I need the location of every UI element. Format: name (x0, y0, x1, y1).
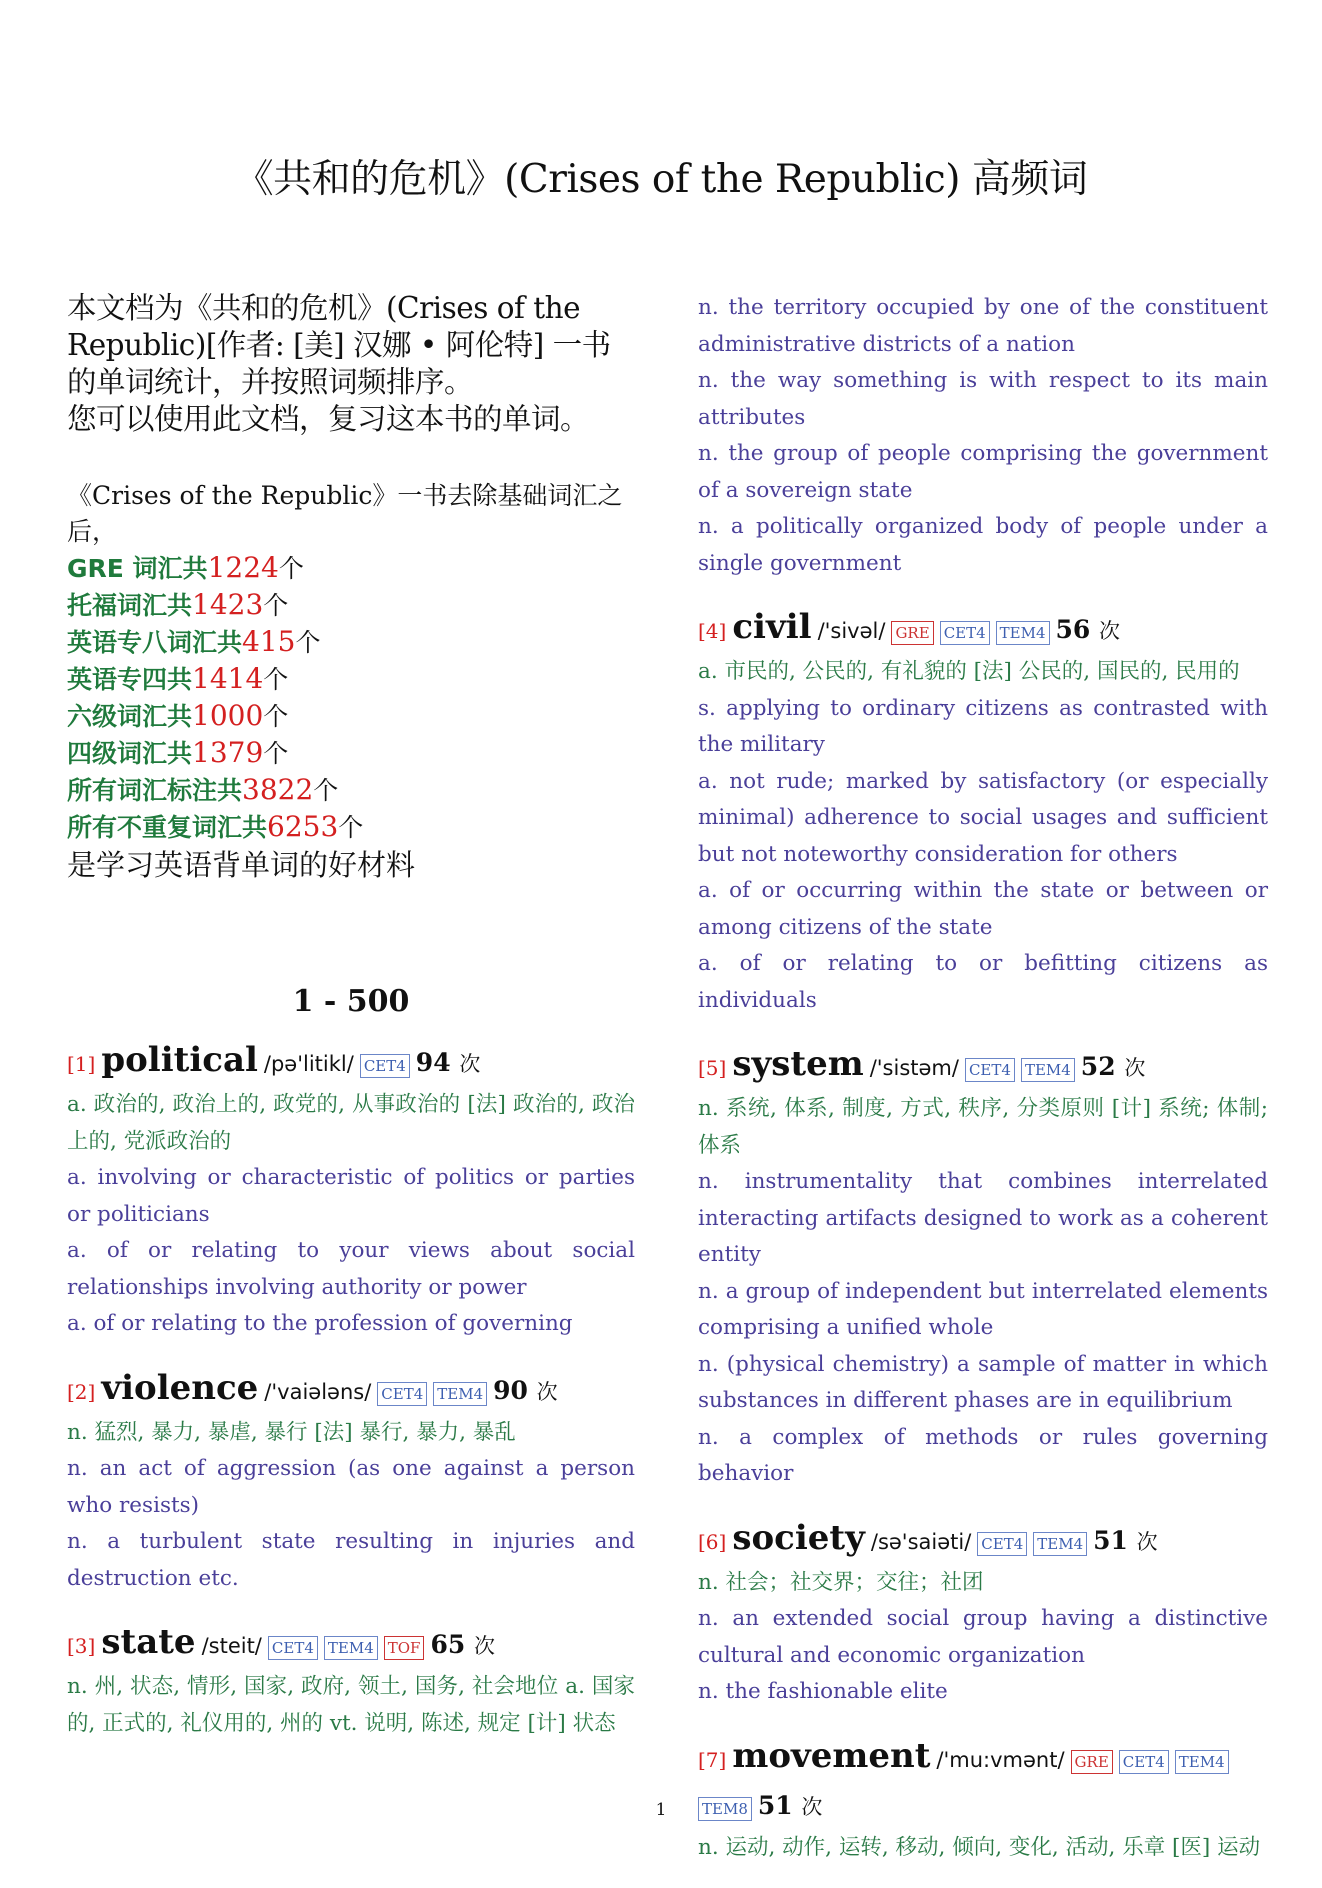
entry-index: [6] (698, 1529, 727, 1554)
stat-label: 英语专四共 (67, 665, 193, 694)
definition: a. of or relating to the profession of governing (67, 1311, 573, 1336)
level-badge: GRE (891, 621, 933, 645)
word-entry (67, 1365, 635, 1598)
definition: a. involving or characteristic of politics or parties or politicians (67, 1165, 635, 1227)
word-entry (698, 1515, 1268, 1711)
stats-list (67, 550, 635, 846)
stat-label: 英语专八词汇共 (67, 628, 243, 657)
page-title: 《共和的危机》(Crises of the Republic) 高频词 (234, 157, 1088, 202)
definition: n. a politically organized body of people under a single government (698, 514, 1268, 576)
entry-frequency (1081, 1044, 1146, 1091)
level-badge: CET4 (977, 1532, 1027, 1556)
frequency-number: 51 (1093, 1525, 1128, 1555)
entry-phonetic: /'sivəl/ (817, 619, 886, 643)
stat-number: 1414 (192, 662, 264, 695)
stat-unit: 个 (295, 628, 321, 657)
right-column (698, 290, 1268, 1888)
frequency-unit: 次 (1124, 1056, 1146, 1080)
stat-unit: 个 (263, 739, 289, 768)
level-badge: TOF (384, 1636, 425, 1660)
frequency-number: 90 (493, 1375, 528, 1405)
definition: a. not rude; marked by satisfactory (or especially minimal) adherence to social usages and sufficient but not noteworthy consideration for others (698, 768, 1268, 867)
level-badge: TEM4 (324, 1636, 378, 1660)
definition: n. the territory occupied by one of the constituent administrative districts of a nation (698, 295, 1268, 357)
stat-label: 所有不重复词汇共 (67, 813, 268, 842)
stat-unit: 个 (338, 813, 364, 842)
entry-word: state (101, 1622, 196, 1662)
entry-word: political (101, 1040, 258, 1080)
definition: n. the way something is with respect to its main attributes (698, 368, 1268, 430)
entry-head (67, 1365, 635, 1415)
stat-number: 6253 (267, 810, 339, 843)
entry-index: [7] (698, 1747, 727, 1772)
level-badge: TEM4 (1033, 1532, 1087, 1556)
range-heading: 1 - 500 (292, 984, 410, 1019)
entry-phonetic: /'sistəm/ (869, 1056, 959, 1080)
entry-head (67, 1619, 635, 1669)
definition: n. 社会；社交界；交往；社团 (698, 1569, 984, 1595)
entry-head (698, 1515, 1268, 1565)
stat-unit: 个 (313, 776, 339, 805)
word-entry (698, 1041, 1268, 1493)
definition: n. 猛烈, 暴力, 暴虐, 暴行 [法] 暴行, 暴力, 暴乱 (67, 1419, 516, 1445)
entry-word: movement (732, 1735, 931, 1776)
entry-index: [4] (698, 619, 727, 643)
entry-phonetic: /'mu:vmənt/ (936, 1747, 1065, 1772)
level-badge: CET4 (360, 1054, 410, 1078)
word-entry (67, 1037, 635, 1343)
entry-head (67, 1037, 635, 1087)
frequency-number: 65 (430, 1630, 466, 1659)
level-badge: CET4 (940, 621, 990, 645)
entry-word: system (732, 1044, 864, 1084)
definition: n. 系统, 体系, 制度, 方式, 秩序, 分类原则 [计] 系统; 体制; 体系 (698, 1096, 1268, 1158)
intro-text: 本文档为《共和的危机》(Crises of the Republic)[作者: [美] 汉娜 • 阿伦特] 一书的单词统计，并按照词频排序。 (67, 291, 611, 399)
definition: a. 市民的, 公民的, 有礼貌的 [法] 公民的, 国民的, 民用的 (698, 659, 1240, 684)
stat-number: 1423 (192, 588, 264, 621)
level-badge: TEM4 (1175, 1750, 1229, 1774)
definition: s. applying to ordinary citizens as contrasted with the military (698, 695, 1268, 757)
stat-row (67, 661, 635, 698)
definition: a. of or relating to your views about social relationships involving authority or power (67, 1238, 635, 1300)
entry-phonetic: /steit/ (201, 1634, 262, 1658)
stat-row (67, 698, 635, 735)
definition: n. a turbulent state resulting in injuries and destruction etc. (67, 1529, 635, 1591)
frequency-unit: 次 (473, 1634, 495, 1658)
stat-unit: 个 (263, 591, 289, 620)
stat-label: 托福词汇共 (67, 591, 193, 620)
level-badge: TEM4 (1021, 1058, 1075, 1082)
definition: n. the fashionable elite (698, 1679, 948, 1704)
entry-frequency (493, 1368, 558, 1415)
definition: n. (physical chemistry) a sample of matter in which substances in different phases are in equilibrium (698, 1351, 1268, 1413)
stat-label: 四级词汇共 (67, 739, 193, 768)
definition: n. a complex of methods or rules governing behavior (698, 1424, 1268, 1486)
frequency-number: 56 (1055, 615, 1091, 644)
definition: n. the group of people comprising the government of a sovereign state (698, 441, 1268, 503)
entries-left (67, 1037, 635, 1742)
stat-number: 1224 (207, 551, 279, 584)
stat-row (67, 735, 635, 772)
stat-number: 1000 (192, 699, 264, 732)
entry-head (698, 1041, 1268, 1091)
stat-unit: 个 (278, 554, 304, 583)
word-entry (698, 604, 1268, 1019)
level-badge: CET4 (1119, 1750, 1169, 1774)
stat-row (67, 809, 635, 846)
frequency-unit: 次 (1136, 1529, 1158, 1554)
stat-row (67, 772, 635, 809)
level-badge: TEM8 (698, 1797, 752, 1821)
page-number: 1 (655, 1800, 667, 1820)
definition: n. 运动, 动作, 运转, 移动, 倾向, 变化, 活动, 乐章 [医] 运动 (698, 1834, 1261, 1860)
stats-note: 《Crises of the Republic》一书去除基础词汇之后， (67, 481, 623, 546)
entry-frequency (1093, 1518, 1158, 1565)
frequency-number: 51 (757, 1790, 793, 1820)
entry-head (698, 604, 1268, 654)
entry-word: civil (732, 607, 812, 647)
stat-label: GRE 词汇共 (67, 554, 208, 583)
level-badge: CET4 (377, 1382, 427, 1406)
level-badge: GRE (1071, 1750, 1113, 1774)
definition: a. of or relating to or befitting citizens as individuals (698, 951, 1268, 1013)
stat-row (67, 587, 635, 624)
definition: n. a group of independent but interrelated elements comprising a unified whole (698, 1278, 1268, 1340)
frequency-unit: 次 (801, 1794, 823, 1819)
stat-row (67, 550, 635, 587)
entry-frequency (430, 1622, 495, 1669)
intro-text-2: 您可以使用此文档，复习这本书的单词。 (67, 402, 590, 436)
level-badge: TEM4 (433, 1382, 487, 1406)
entry-index: [3] (67, 1634, 96, 1658)
frequency-unit: 次 (536, 1379, 558, 1404)
left-column (67, 290, 635, 1764)
stat-label: 所有词汇标注共 (67, 776, 243, 805)
definition: n. an extended social group having a distinctive cultural and economic organization (698, 1606, 1268, 1668)
stat-unit: 个 (263, 702, 289, 731)
entry-phonetic: /sə'saiəti/ (870, 1529, 972, 1554)
frequency-unit: 次 (459, 1052, 481, 1076)
word-entry (67, 1619, 635, 1742)
frequency-number: 52 (1080, 1052, 1116, 1081)
entry-phonetic: /pə'litikl/ (263, 1052, 354, 1076)
definition: n. instrumentality that combines interrelated interacting artifacts designed to work as a coherent entity (698, 1169, 1268, 1267)
level-badge: CET4 (965, 1058, 1015, 1082)
entry-frequency (416, 1040, 481, 1087)
entry-index: [1] (67, 1052, 96, 1076)
stat-number: 1379 (192, 736, 264, 769)
frequency-number: 94 (415, 1048, 451, 1077)
entry-word: society (732, 1517, 865, 1558)
stat-unit: 个 (263, 665, 289, 694)
frequency-unit: 次 (1099, 619, 1121, 643)
closing-line: 是学习英语背单词的好材料 (67, 848, 416, 882)
entry-word: violence (101, 1367, 259, 1408)
stat-number: 415 (242, 625, 296, 658)
intro-paragraph (67, 290, 635, 438)
entry-phonetic: /'vaiələns/ (264, 1379, 372, 1404)
definition: n. an act of aggression (as one against a person who resists) (67, 1456, 635, 1518)
level-badge: CET4 (268, 1636, 318, 1660)
stat-label: 六级词汇共 (67, 702, 193, 731)
definition: n. 州, 状态, 情形, 国家, 政府, 领土, 国务, 社会地位 a. 国家的, 正式的, 礼仪用的, 州的 vt. 说明, 陈述, 规定 [计] 状态 (67, 1674, 635, 1736)
level-badge: TEM4 (996, 621, 1050, 645)
definition: a. 政治的, 政治上的, 政党的, 从事政治的 [法] 政治的, 政治上的, 党派政治的 (67, 1092, 635, 1154)
word-entry (698, 290, 1268, 582)
stat-row (67, 624, 635, 661)
definition: a. of or occurring within the state or between or among citizens of the state (698, 878, 1268, 940)
stat-number: 3822 (242, 773, 314, 806)
entry-index: [5] (698, 1056, 727, 1080)
entry-index: [2] (67, 1379, 96, 1404)
entry-frequency (1056, 607, 1121, 654)
